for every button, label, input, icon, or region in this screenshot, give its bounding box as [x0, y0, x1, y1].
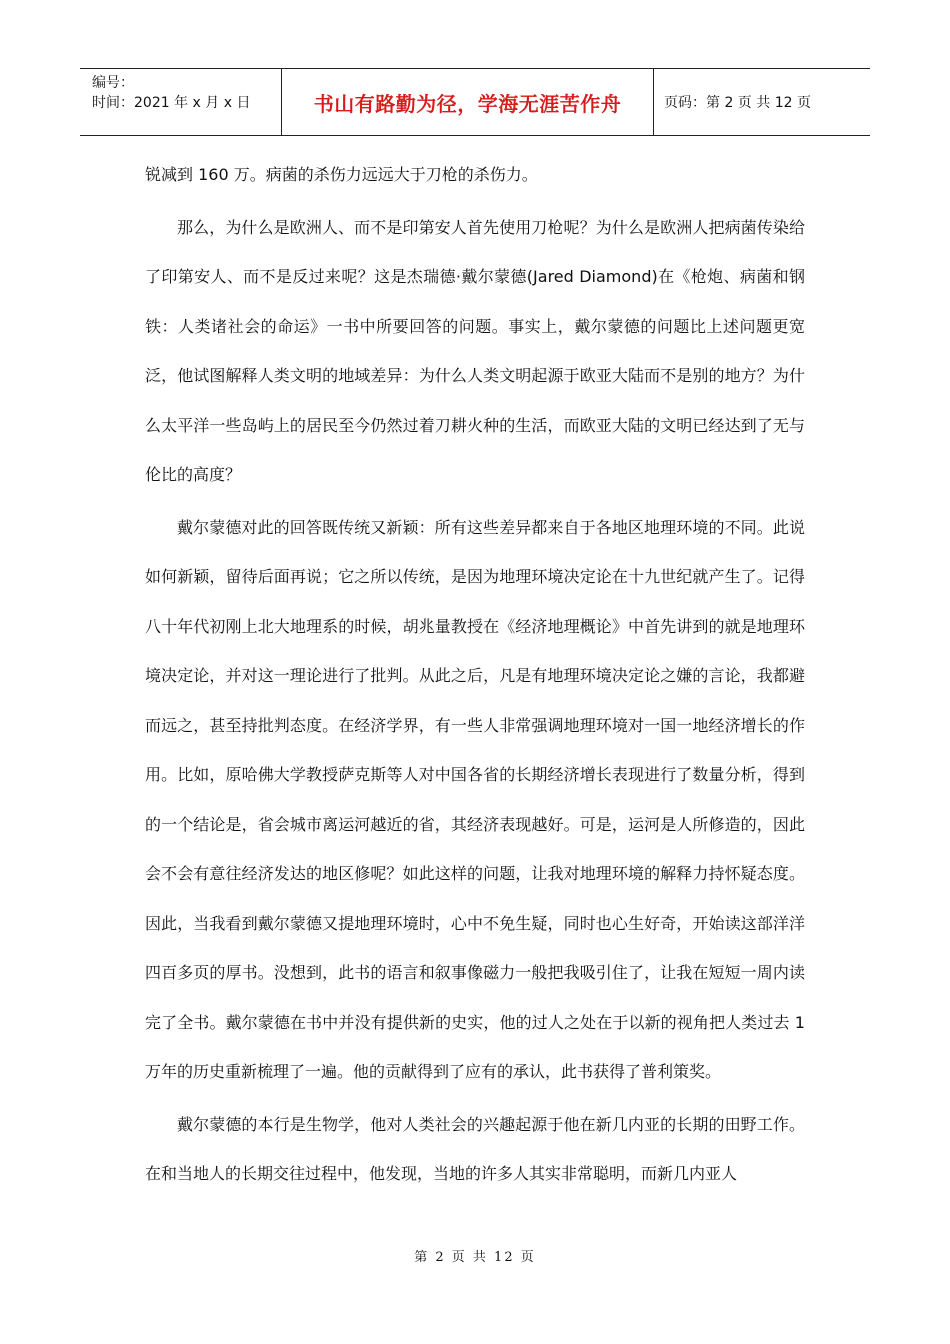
- paragraph: 那么，为什么是欧洲人、而不是印第安人首先使用刀枪呢？为什么是欧洲人把病菌传染给了印第安人、而不是反过来呢？这是杰瑞德·戴尔蒙德(Jared Diamond)在《枪炮、病菌和钢铁：人类诸社会的命运》一书中所要回答的问题。事实上，戴尔蒙德的问题比上述问题更宽泛，他试图解释人类文明的地域差异：为什么人类文明起源于欧亚大陆而不是别的地方？为什么太平洋一些岛屿上的居民至今仍然过着刀耕火种的生活，而欧亚大陆的文明已经达到了无与伦比的高度？: [145, 217, 805, 484]
- header-page-info: 页码：第 2 页 共 12 页: [664, 95, 811, 111]
- page-header: [80, 68, 870, 136]
- serial-label: 编号：: [92, 75, 134, 91]
- header-motto: 书山有路勤为径，学海无涯苦作舟: [282, 69, 654, 135]
- page-footer: 第 2 页 共 12 页: [414, 1250, 536, 1265]
- document-body: [145, 150, 805, 1199]
- paragraph: 戴尔蒙德对此的回答既传统又新颖：所有这些差异都来自于各地区地理环境的不同。此说如何新颖，留待后面再说；它之所以传统，是因为地理环境决定论在十九世纪就产生了。记得八十年代初刚上北大地理系的时候，胡兆量教授在《经济地理概论》中首先讲到的就是地理环境决定论，并对这一理论进行了批判。从此之后，凡是有地理环境决定论之嫌的言论，我都避而远之，甚至持批判态度。在经济学界，有一些人非常强调地理环境对一国一地经济增长的作用。比如，原哈佛大学教授萨克斯等人对中国各省的长期经济增长表现进行了数量分析，得到的一个结论是，省会城市离运河越近的省，其经济表现越好。可是，运河是人所修造的，因此会不会有意往经济发达的地区修呢？如此这样的问题，让我对地理环境的解释力持怀疑态度。因此，当我看到戴尔蒙德又提地理环境时，心中不免生疑，同时也心生好奇，开始读这部洋洋四百多页的厚书。没想到，此书的语言和叙事像磁力一般把我吸引住了，让我在短短一周内读完了全书。戴尔蒙德在书中并没有提供新的史实，他的过人之处在于以新的视角把人类过去 1 万年的历史重新梳理了一遍。他的贡献得到了应有的承认，此书获得了普利策奖。: [145, 517, 805, 1081]
- paragraph-continued: 锐减到 160 万。病菌的杀伤力远远大于刀枪的杀伤力。: [145, 165, 538, 184]
- paragraph: 戴尔蒙德的本行是生物学，他对人类社会的兴趣起源于他在新几内亚的长期的田野工作。在和当地人的长期交往过程中，他发现，当地的许多人其实非常聪明，而新几内亚人: [145, 1114, 805, 1183]
- header-meta-cell: [80, 69, 282, 135]
- time-label: 时间：2021 年 x 月 x 日: [92, 95, 251, 111]
